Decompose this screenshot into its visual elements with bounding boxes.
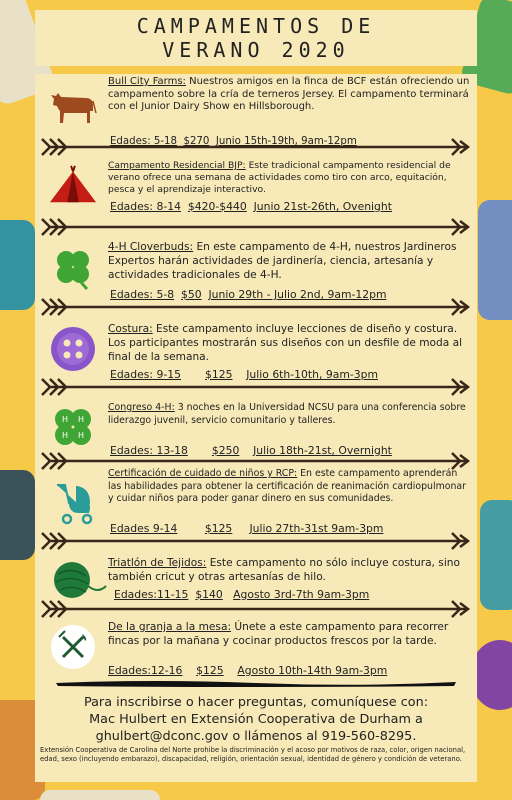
background-decoration xyxy=(478,200,512,320)
camp-bull-city-farms xyxy=(40,74,472,146)
background-decoration xyxy=(480,500,512,610)
contact-line3: ghulbert@dconc.gov o llámenos al 919-560-8295. xyxy=(95,729,417,744)
tent-icon xyxy=(48,160,98,210)
arrow-divider xyxy=(40,218,472,236)
fork-knife-icon xyxy=(48,622,98,672)
camp-price: $50 xyxy=(181,288,202,301)
camp-residencial-bjp xyxy=(40,158,472,214)
cow-icon xyxy=(48,82,98,132)
camp-name: Congreso 4-H: xyxy=(108,402,175,413)
camp-dates: Junio 15th-19th, 9am-12pm xyxy=(215,136,357,147)
camp-costura xyxy=(40,320,472,382)
camp-dates: Junio 21st-26th, Ovenight xyxy=(253,200,392,213)
camp-name: 4-H Cloverbuds: xyxy=(108,241,194,253)
four-h-clover-icon xyxy=(48,402,98,452)
camp-description-text: Únete a este campamento para recorrer fincas por la mañana y cocinar productos frescos por la tarde. xyxy=(108,621,449,647)
camp-name: Costura: xyxy=(108,323,153,335)
camp-description xyxy=(108,468,470,506)
camp-ages: Edades 9-14 xyxy=(110,522,178,535)
camp-dates: Julio 18th-21st, Overnight xyxy=(253,444,392,457)
brush-divider xyxy=(56,678,456,688)
camp-dates: Agosto 10th-14th 9am-3pm xyxy=(237,664,388,677)
clover-icon xyxy=(48,244,98,294)
svg-text:H: H xyxy=(61,415,69,424)
svg-text:H: H xyxy=(77,415,85,424)
camp-name: Bull City Farms: xyxy=(108,76,186,87)
camp-description xyxy=(108,402,470,427)
button-icon xyxy=(48,324,98,374)
stroller-icon xyxy=(48,476,98,526)
arrow-divider xyxy=(40,138,472,156)
camp-price: $125 xyxy=(205,368,233,381)
camp-price: $250 xyxy=(211,444,240,457)
camp-ages: Edades: 5-18 xyxy=(110,136,177,147)
camp-granja-mesa xyxy=(40,618,472,678)
camp-description-text: Este tradicional campamento residencial de verano ofrece una semana de actividades como tiro con arco, equitación, pesca y el aprendizaje interactivo. xyxy=(108,160,451,195)
camp-dates: Julio 27th-31st 9am-3pm xyxy=(249,522,384,535)
camp-name: Campamento Residencial BJP: xyxy=(108,160,246,171)
svg-text:H: H xyxy=(61,431,69,440)
camp-meta xyxy=(110,200,392,213)
yarn-icon xyxy=(48,554,108,604)
camp-price: $125 xyxy=(196,664,224,677)
contact-info xyxy=(40,694,472,745)
camp-description xyxy=(108,160,470,196)
camp-meta xyxy=(108,664,387,677)
page-title-line1: CAMPAMENTOS DE xyxy=(136,14,376,38)
camp-ages: Edades: 5-8 xyxy=(110,288,175,301)
arrow-divider xyxy=(40,600,472,618)
camp-description-text: Nuestros amigos en la finca de BCF están ofreciendo un campamento sobre la cría de terneros Jersey. El campamento terminará con el Junior Dairy Show en Hillsborough. xyxy=(108,76,470,112)
disclaimer: Extensión Cooperativa de Carolina del Norte prohibe la discriminación y el acoso por motivos de raza, color, origen nacional, edad, sexo (incluyendo embarazo), discapacidad, religión, orientación sexual, identidad de género y condición de veterano. xyxy=(40,746,466,763)
camp-description xyxy=(108,240,470,282)
camp-dates: Julio 6th-10th, 9am-3pm xyxy=(246,368,378,381)
camp-price: $140 xyxy=(195,588,223,601)
camp-price: $270 xyxy=(183,136,210,147)
background-decoration xyxy=(40,790,160,800)
camp-description xyxy=(108,322,470,364)
camp-triatlon-tejidos xyxy=(40,554,472,604)
camp-description xyxy=(108,620,470,648)
camp-ages: Edades: 9-15 xyxy=(110,368,181,381)
background-decoration xyxy=(0,470,35,560)
camp-dates: Junio 29th - Julio 2nd, 9am-12pm xyxy=(208,288,387,301)
page-title-line2: VERANO 2020 xyxy=(162,38,350,62)
arrow-divider xyxy=(40,298,472,316)
camp-certificacion-rcp xyxy=(40,466,472,540)
camp-price: $125 xyxy=(204,522,233,535)
camp-name: Triatlón de Tejidos: xyxy=(108,557,207,569)
background-decoration xyxy=(0,220,35,310)
contact-line1: Para inscribirse o hacer preguntas, comuníquese con: xyxy=(83,695,429,710)
camp-ages: Edades:12-16 xyxy=(108,664,183,677)
camp-ages: Edades:11-15 xyxy=(114,588,189,601)
camp-ages: Edades: 13-18 xyxy=(110,444,188,457)
camp-ages: Edades: 8-14 xyxy=(110,200,181,213)
camp-description-text: Este campamento no sólo incluye costura, sino también cricut y otras artesanías de hilo. xyxy=(108,557,460,583)
camp-dates: Agosto 3rd-7th 9am-3pm xyxy=(233,588,370,601)
camp-4h-cloverbuds xyxy=(40,238,472,302)
contact-line2: Mac Hulbert en Extensión Cooperativa de Durham a xyxy=(89,712,423,727)
camp-description xyxy=(108,556,470,584)
camp-description-text: En este campamento de 4-H, nuestros Jardineros Expertos harán actividades de jardinería, ciencia, artesanía y actividades tradicionales de 4-H. xyxy=(108,241,457,281)
arrow-divider xyxy=(40,378,472,396)
camp-price: $420-$440 xyxy=(187,200,247,213)
camp-name: De la granja a la mesa: xyxy=(108,621,232,633)
camp-name: Certificación de cuidado de niños y RCP: xyxy=(108,468,298,479)
svg-text:H: H xyxy=(77,431,85,440)
title-banner xyxy=(35,10,477,66)
arrow-divider xyxy=(40,532,472,550)
camp-description-text: En este campamento aprenderán las habilidades para obtener la certificación de reanimación cardiopulmonar y cuidar niños para poder ganar dinero en sus comunidades. xyxy=(108,468,466,504)
camp-description-text: Este campamento incluye lecciones de diseño y costura. Los participantes mostrarán sus diseños con un desfile de moda al final de la semana. xyxy=(108,323,463,363)
camp-description xyxy=(108,76,470,114)
camp-description-text: 3 noches en la Universidad NCSU para una conferencia sobre liderazgo juvenil, servicio comunitario y talleres. xyxy=(108,402,466,426)
